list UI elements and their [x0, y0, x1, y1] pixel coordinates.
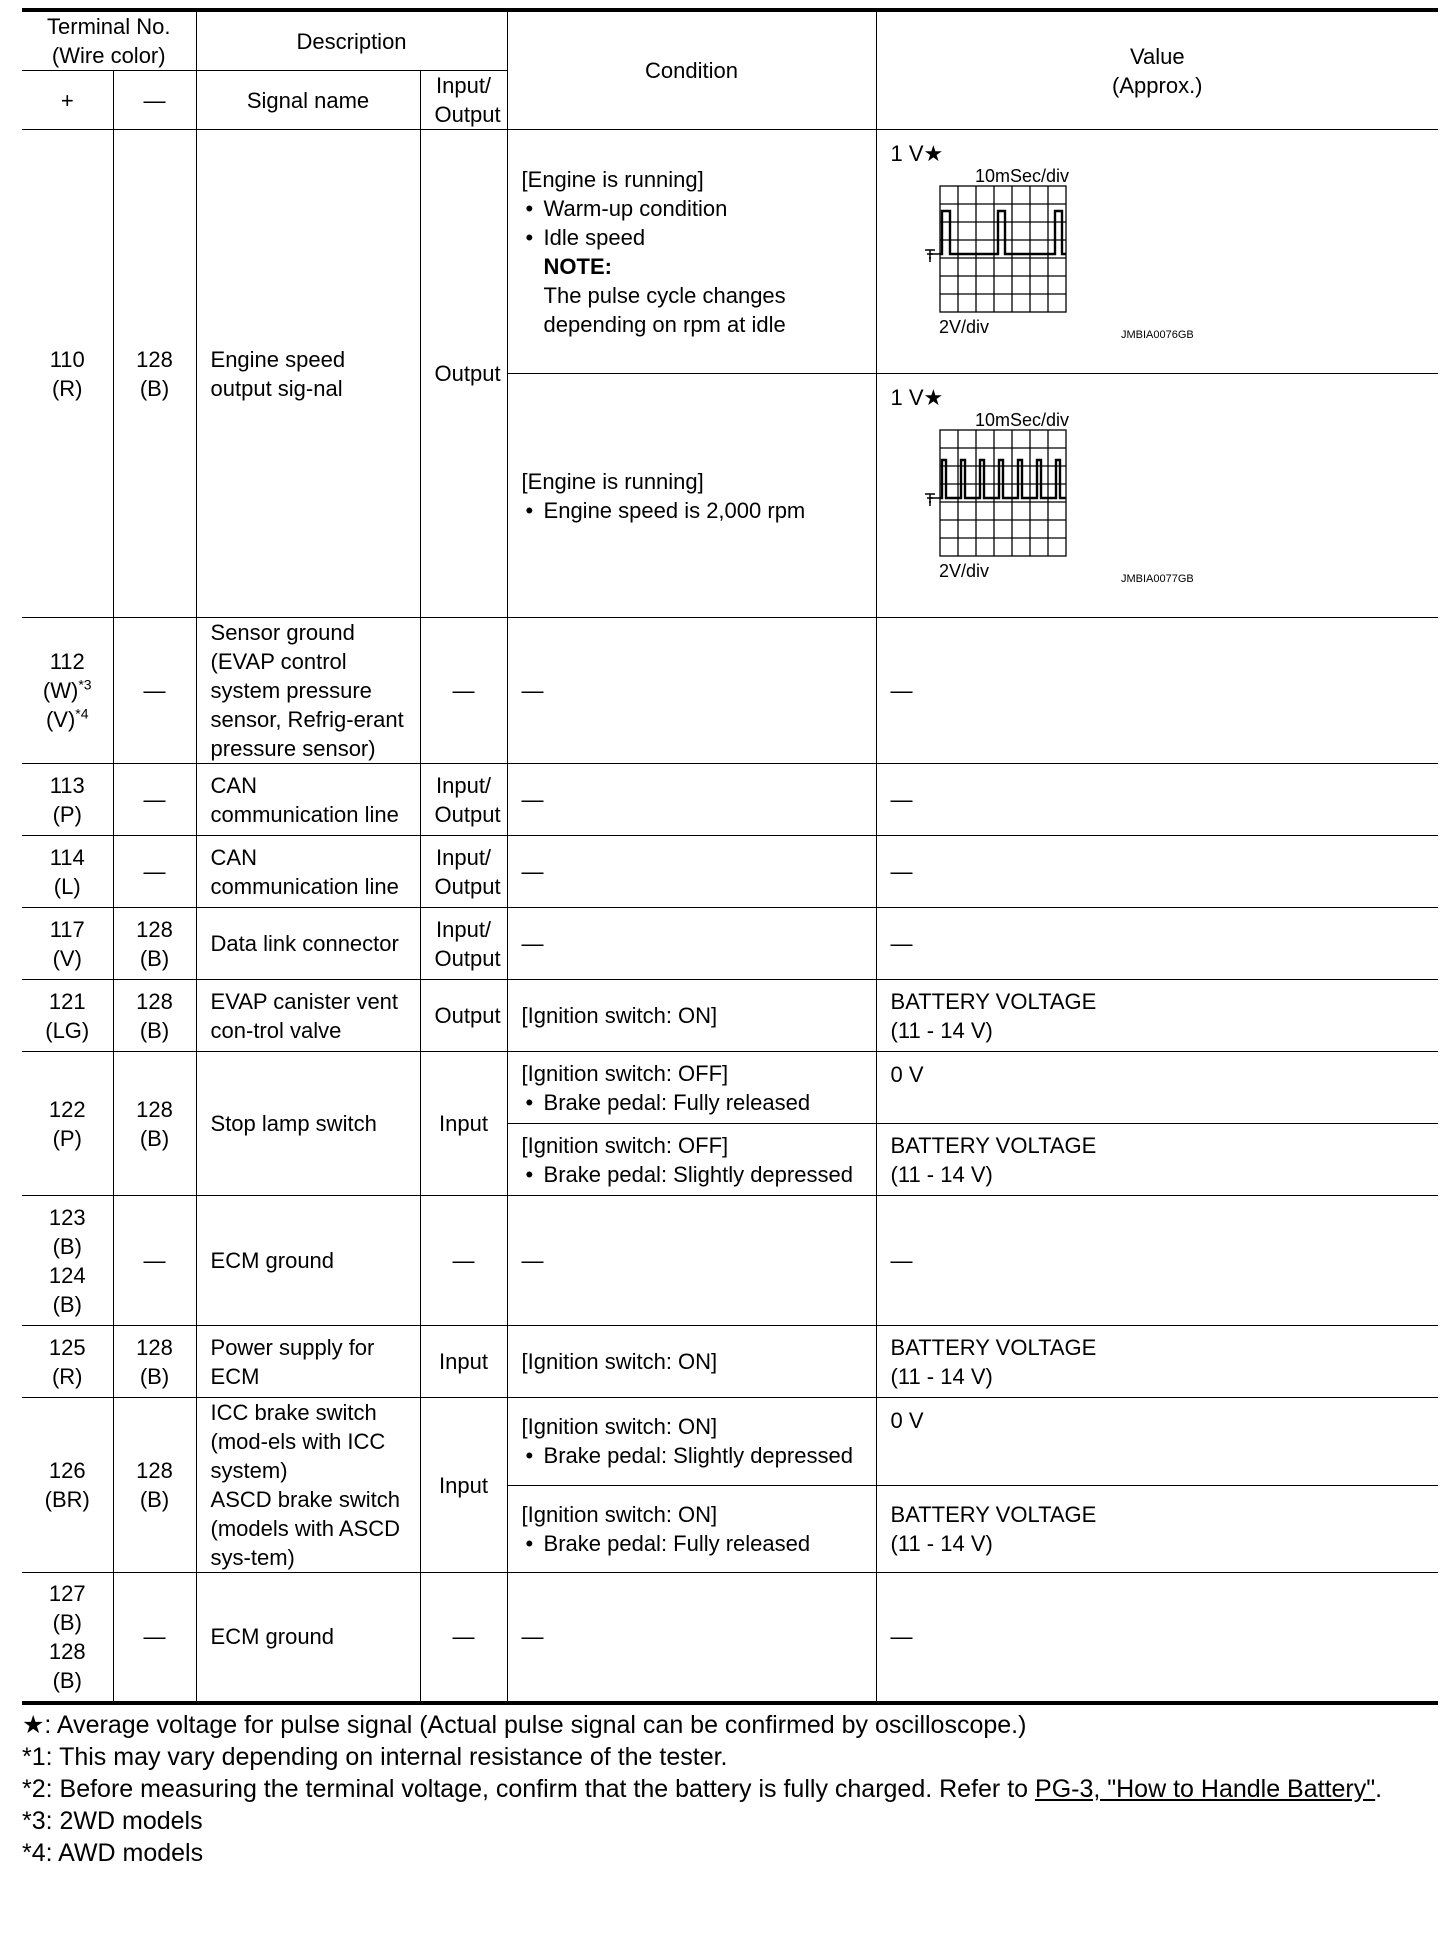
time-div-label: 10mSec/div [974, 168, 1069, 186]
ground-symbol [925, 250, 940, 262]
terminal-number: 128 [136, 1458, 173, 1483]
terminal-plus-126 [22, 1398, 113, 1573]
terminal-plus-113 [22, 764, 113, 836]
wire-color: (B) [139, 1017, 170, 1043]
table-row-127-128 [22, 1573, 1438, 1703]
terminal-plus-112 [22, 618, 113, 764]
terminal-minus-117 [113, 908, 196, 980]
condition-123-124: — [507, 1196, 876, 1326]
condition-bullets [522, 1160, 862, 1189]
wire-color: (B) [52, 1609, 82, 1635]
average-voltage-value: 1 V★ [890, 141, 944, 166]
footnote-3: *3: 2WD models [22, 1806, 203, 1835]
pulse-waveform-idle [940, 211, 1066, 254]
wire-color: (P) [52, 801, 82, 827]
condition-title: [Ignition switch: ON] [521, 1414, 718, 1440]
condition-113: — [507, 764, 876, 836]
terminal-plus-125 [22, 1326, 113, 1398]
time-div-label: 10mSec/div [974, 412, 1069, 430]
average-voltage-value: 1 V★ [890, 385, 944, 410]
terminal-number: 124 [48, 1262, 86, 1288]
value-122-depressed [876, 1124, 1438, 1196]
terminal-number: 122 [48, 1096, 86, 1122]
value-line: BATTERY VOLTAGE [890, 1132, 1097, 1158]
condition-bullet: • Warm-up condition [522, 194, 862, 223]
wire-color-2wd [36, 676, 99, 705]
terminal-number: 128 [48, 1638, 86, 1664]
volt-div-label: 2V/div [938, 561, 989, 581]
header-terminal-no [22, 10, 196, 71]
value-line: (11 - 14 V) [890, 1363, 993, 1389]
wire-color: (B) [139, 1487, 170, 1512]
value-113: — [876, 764, 1438, 836]
terminal-plus-110 [22, 130, 113, 618]
oscilloscope-idle [891, 168, 1221, 348]
signal-name-icc: ICC brake switch (mod-els with ICC system) [210, 1400, 386, 1483]
ecm-terminal-table [22, 8, 1438, 1705]
condition-title: [Engine is running] [521, 166, 704, 192]
table-row-110 [22, 130, 1438, 374]
condition-bullet: • Idle speed [522, 223, 862, 252]
terminal-number: 125 [48, 1334, 86, 1360]
wire-color: (P) [52, 1125, 82, 1151]
terminal-plus-117 [22, 908, 113, 980]
io-117 [420, 908, 507, 980]
value-125 [876, 1326, 1438, 1398]
header-wire-color-label: (Wire color) [51, 43, 166, 68]
condition-125: [Ignition switch: ON] [507, 1326, 876, 1398]
io-112: — [420, 618, 507, 764]
terminal-plus-114 [22, 836, 113, 908]
header-condition: Condition [507, 10, 876, 130]
terminal-number: 114 [49, 844, 85, 870]
io-line: Output [434, 945, 501, 971]
condition-title: [Ignition switch: OFF] [521, 1060, 729, 1086]
footnotes [22, 1709, 1438, 1869]
terminal-number: 112 [49, 649, 85, 674]
wire-color: (B) [139, 1125, 170, 1151]
wire-color: (L) [53, 873, 81, 899]
wire-color: (R) [51, 1363, 83, 1389]
condition-112: — [507, 618, 876, 764]
table-row-117 [22, 908, 1438, 980]
terminal-minus-127-128: — [113, 1573, 196, 1703]
value-126-depressed: 0 V [876, 1398, 1438, 1486]
wire-color: (V) [45, 707, 76, 732]
terminal-minus-112: — [113, 618, 196, 764]
value-122-released: 0 V [876, 1052, 1438, 1124]
condition-bullets [522, 1088, 862, 1117]
io-113 [420, 764, 507, 836]
terminal-number: 126 [48, 1458, 86, 1483]
terminal-number: 128 [136, 346, 173, 372]
value-114: — [876, 836, 1438, 908]
terminal-number: 128 [136, 1334, 173, 1360]
condition-title: [Ignition switch: OFF] [521, 1132, 729, 1158]
io-114 [420, 836, 507, 908]
value-110-idle [876, 130, 1438, 374]
table-row-121 [22, 980, 1438, 1052]
wire-color: (B) [52, 1233, 82, 1259]
condition-122-depressed [507, 1124, 876, 1196]
signal-name-126 [196, 1398, 420, 1573]
table-row-112 [22, 618, 1438, 764]
terminal-number: 128 [136, 988, 173, 1014]
table-row-125 [22, 1326, 1438, 1398]
header-io-line2: Output [434, 102, 501, 127]
io-122: Input [420, 1052, 507, 1196]
condition-title: [Engine is running] [521, 468, 704, 494]
wire-color: (B) [52, 1667, 82, 1693]
terminal-minus-121 [113, 980, 196, 1052]
terminal-plus-127-128 [22, 1573, 113, 1703]
value-line: (11 - 14 V) [890, 1161, 993, 1187]
terminal-minus-114: — [113, 836, 196, 908]
condition-bullet: • Brake pedal: Slightly depressed [522, 1441, 862, 1470]
value-line: BATTERY VOLTAGE [890, 988, 1097, 1014]
header-value-label: Value [1129, 43, 1185, 69]
signal-name-127-128: ECM ground [196, 1573, 420, 1703]
value-line: (11 - 14 V) [890, 1530, 993, 1556]
signal-name-117: Data link connector [196, 908, 420, 980]
value-126-released [876, 1485, 1438, 1573]
oscilloscope-figure-2000rpm [891, 412, 1221, 617]
value-127-128: — [876, 1573, 1438, 1703]
value-123-124: — [876, 1196, 1438, 1326]
io-123-124: — [420, 1196, 507, 1326]
signal-name-122: Stop lamp switch [196, 1052, 420, 1196]
value-110-2000rpm [876, 374, 1438, 618]
wire-color: (B) [139, 1363, 170, 1389]
header-input-output [420, 71, 507, 130]
value-117: — [876, 908, 1438, 980]
condition-bullet: • Brake pedal: Fully released [522, 1529, 862, 1558]
wire-color: (W) [42, 678, 79, 703]
value-121 [876, 980, 1438, 1052]
wire-color: (B) [52, 1291, 82, 1317]
footnote-1: *1: This may vary depending on internal resistance of the tester. [22, 1742, 728, 1771]
condition-bullet: • Brake pedal: Slightly depressed [522, 1160, 862, 1189]
wire-color: (B) [139, 375, 170, 401]
wire-color: (BR) [44, 1487, 90, 1512]
table-row-123-124 [22, 1196, 1438, 1326]
terminal-plus-123-124 [22, 1196, 113, 1326]
footnote-2-text: *2: Before measuring the terminal voltage, confirm that the battery is fully charged. Refer to [22, 1774, 1036, 1803]
terminal-plus-122 [22, 1052, 113, 1196]
condition-bullets [522, 496, 862, 525]
header-plus: + [22, 71, 113, 130]
table-row-122 [22, 1052, 1438, 1124]
signal-name-125: Power supply for ECM [196, 1326, 420, 1398]
condition-bullets [522, 1441, 862, 1470]
io-line: Input/ [436, 844, 492, 870]
condition-bullet: • Engine speed is 2,000 rpm [522, 496, 862, 525]
condition-bullet: • Brake pedal: Fully released [522, 1088, 862, 1117]
io-line: Input/ [436, 772, 492, 798]
header-approx-label: (Approx.) [1112, 72, 1203, 98]
io-126: Input [420, 1398, 507, 1573]
io-125: Input [420, 1326, 507, 1398]
terminal-number: 121 [48, 988, 86, 1014]
battery-handling-link[interactable]: PG-3, "How to Handle Battery" [1035, 1774, 1376, 1803]
volt-div-label: 2V/div [938, 317, 989, 337]
io-line: Output [434, 873, 501, 899]
terminal-minus-123-124: — [113, 1196, 196, 1326]
signal-name-114: CAN communication line [196, 836, 420, 908]
condition-bullets [522, 1529, 862, 1558]
condition-117: — [507, 908, 876, 980]
terminal-number: 128 [136, 1096, 173, 1122]
header-io-line1: Input/ [436, 73, 492, 98]
wire-color: (V) [52, 945, 82, 971]
condition-114: — [507, 836, 876, 908]
oscilloscope-figure-idle [891, 168, 1221, 373]
terminal-table-page [22, 8, 1438, 1869]
ground-symbol [925, 494, 940, 506]
header-value [876, 10, 1438, 130]
terminal-number: 128 [136, 916, 173, 942]
signal-name-112: Sensor ground (EVAP control system pressure sensor, Refrig-erant pressure sensor) [196, 618, 420, 764]
value-line: (11 - 14 V) [890, 1017, 993, 1043]
condition-121: [Ignition switch: ON] [507, 980, 876, 1052]
scope-grid [940, 186, 1066, 312]
oscilloscope-2000rpm [891, 412, 1221, 592]
terminal-number: 123 [48, 1204, 86, 1230]
note-block [522, 252, 862, 339]
condition-title: [Ignition switch: ON] [521, 1501, 718, 1527]
header-signal-name: Signal name [196, 71, 420, 130]
terminal-minus-113: — [113, 764, 196, 836]
io-line: Input/ [436, 916, 492, 942]
signal-name-110: Engine speed output sig-nal [196, 130, 420, 618]
wire-color: (B) [139, 945, 170, 971]
table-row-126 [22, 1398, 1438, 1486]
signal-name-123-124: ECM ground [196, 1196, 420, 1326]
table-row-113 [22, 764, 1438, 836]
terminal-number: 117 [49, 916, 85, 942]
condition-122-released [507, 1052, 876, 1124]
signal-name-113: CAN communication line [196, 764, 420, 836]
condition-126-released [507, 1485, 876, 1573]
signal-name-ascd: ASCD brake switch (models with ASCD sys-tem) [210, 1487, 401, 1570]
value-line: BATTERY VOLTAGE [890, 1501, 1097, 1527]
terminal-minus-126 [113, 1398, 196, 1573]
condition-110-2000rpm [507, 374, 876, 618]
terminal-number: 113 [49, 772, 85, 798]
value-line: BATTERY VOLTAGE [890, 1334, 1097, 1360]
value-112: — [876, 618, 1438, 764]
terminal-minus-122 [113, 1052, 196, 1196]
io-121: Output [420, 980, 507, 1052]
wire-color-awd [36, 705, 99, 734]
header-description: Description [196, 10, 507, 71]
terminal-number: 110 [49, 346, 85, 372]
footnote-ref: *3 [78, 676, 92, 693]
wire-color: (LG) [45, 1017, 90, 1043]
footnote-star: ★: Average voltage for pulse signal (Actual pulse signal can be confirmed by oscilloscope.) [22, 1710, 1027, 1739]
signal-name-121: EVAP canister vent con-trol valve [196, 980, 420, 1052]
footnote-2-period: . [1375, 1774, 1383, 1803]
io-127-128: — [420, 1573, 507, 1703]
footnote-ref: *4 [75, 705, 89, 722]
io-line: Output [434, 801, 501, 827]
condition-126-depressed [507, 1398, 876, 1486]
figure-id: JMBIA0077GB [1120, 573, 1194, 585]
note-text: The pulse cycle changes depending on rpm at idle [543, 282, 786, 337]
terminal-number: 127 [48, 1580, 86, 1606]
footnote-4: *4: AWD models [22, 1838, 204, 1867]
terminal-minus-125 [113, 1326, 196, 1398]
note-title: NOTE: [543, 253, 612, 279]
table-row-114 [22, 836, 1438, 908]
header-minus: — [113, 71, 196, 130]
wire-color: (R) [51, 375, 83, 401]
condition-110-idle [507, 130, 876, 374]
header-terminal-no-label: Terminal No. [47, 14, 171, 39]
condition-127-128: — [507, 1573, 876, 1703]
figure-id: JMBIA0076GB [1120, 329, 1194, 341]
terminal-plus-121 [22, 980, 113, 1052]
condition-bullets [522, 194, 862, 252]
footnote-2 [22, 1773, 1438, 1805]
terminal-minus-110 [113, 130, 196, 618]
io-110: Output [420, 130, 507, 618]
